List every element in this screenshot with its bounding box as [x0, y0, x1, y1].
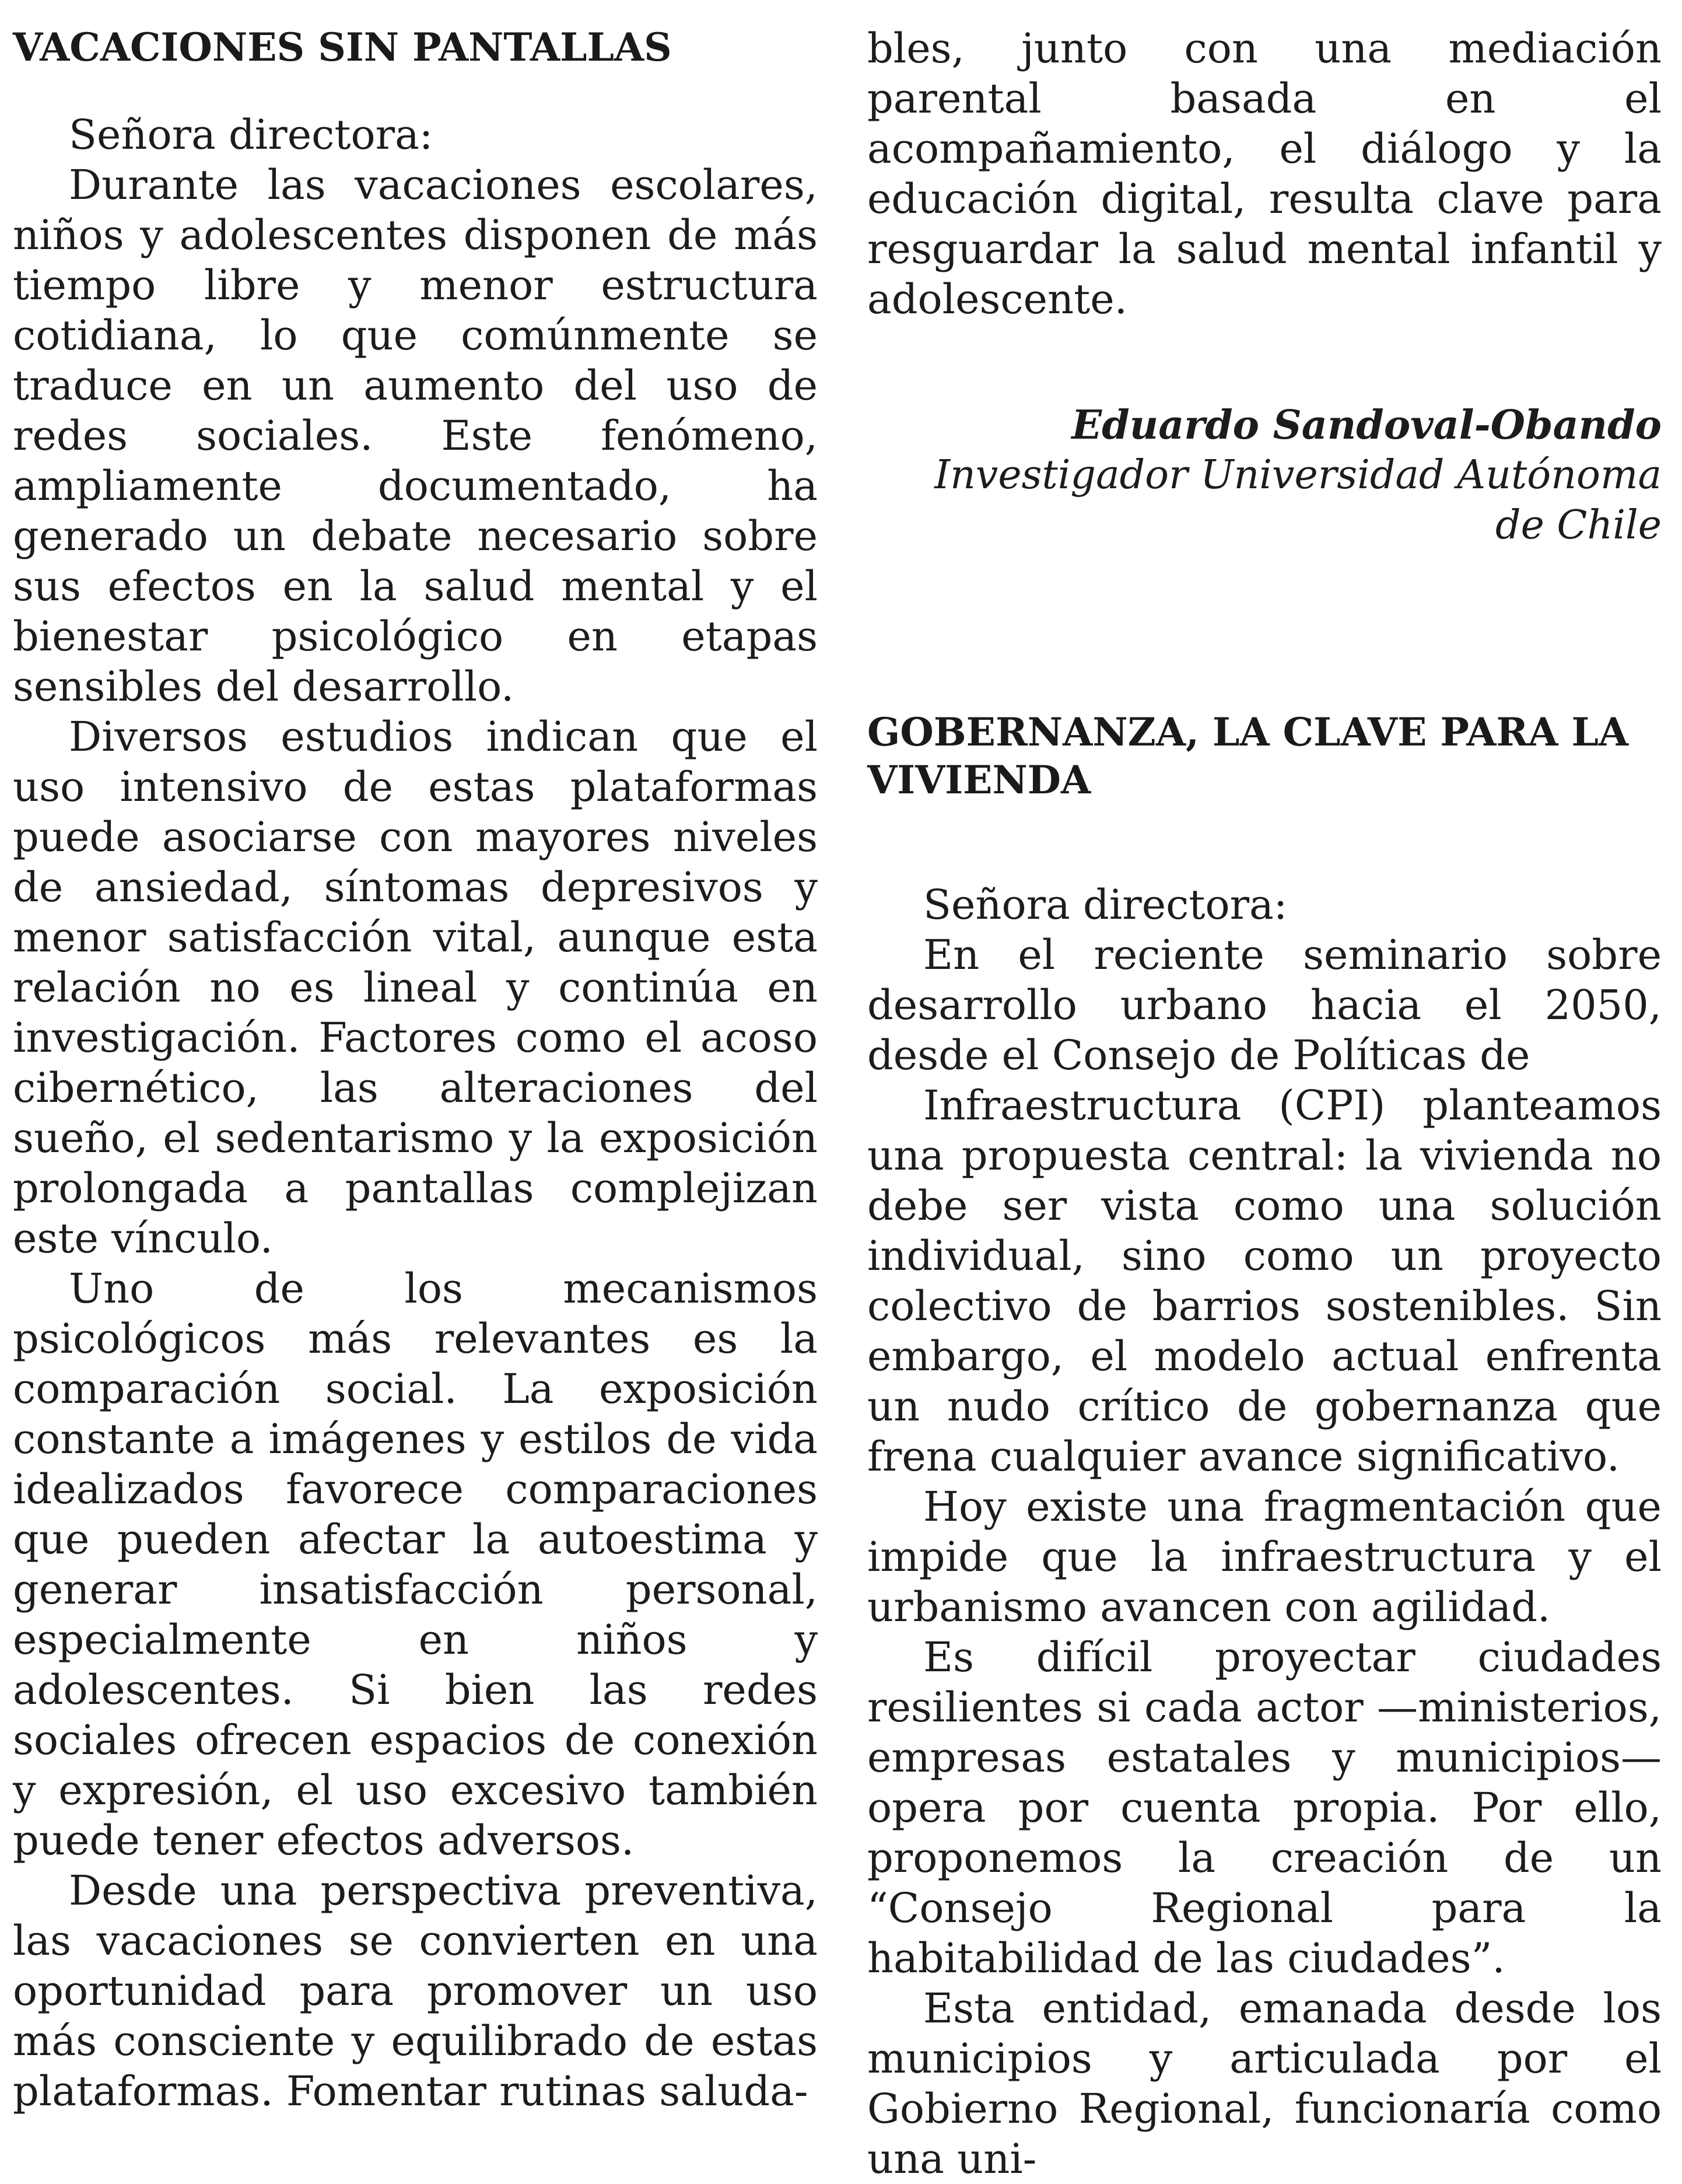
signature-name: Eduardo Sandoval-Obando [1071, 402, 1662, 449]
letter1-paragraph-2: Diversos estudios indican que el uso intensivo de estas plataformas puede asociarse con mayores niveles de ansiedad, síntomas depresivos y menor satisfacción vital, aunque esta relación no es lineal y continúa en investigación. Factores como el acoso cibernético, las alteraciones del sueño, el sedentarismo y la exposición prolongada a pantallas complejizan este vínculo. [13, 713, 818, 1262]
letter1-paragraph-4: Desde una perspectiva preventiva, las vacaciones se convierten en una oportunidad para promover un uso más consciente y equilibrado de estas plataformas. Fomentar rutinas saluda- [13, 1867, 818, 2115]
signature-title-line2: de Chile [1495, 502, 1662, 548]
letter1-salutation: Señora directora: [69, 111, 433, 159]
letter2-headline: GOBERNANZA, LA CLAVE PARA LA VIVIENDA [867, 709, 1629, 803]
letter1-continuation: bles, junto con una mediación parental basada en el acompañamiento, el diálogo y la educación digital, resulta clave para resguardar la salud mental infantil y adolescente. [867, 24, 1662, 323]
letter2-paragraph-5: Esta entidad, emanada desde los municipios y articulada por el Gobierno Regional, funcionaría como una uni- [867, 1985, 1662, 2183]
left-column [13, 23, 818, 2116]
letter2-paragraph-4: Es difícil proyectar ciudades resilientes si cada actor —ministerios, empresas estatales y municipios— opera por cuenta propia. Por ello, proponemos la creación de un “Consejo Regional para la habitabilidad de las ciudades”. [867, 1633, 1662, 1982]
letter1-paragraph-3: Uno de los mecanismos psicológicos más relevantes es la comparación social. La exposición constante a imágenes y estilos de vida idealizados favorece comparaciones que pueden afectar la autoestima y generar insatisfacción personal, especialmente en niños y adolescentes. Si bien las redes sociales ofrecen espacios de conexión y expresión, el uso excesivo también puede tener efectos adversos. [13, 1265, 818, 1864]
letter1-headline: VACACIONES SIN PANTALLAS [13, 24, 672, 70]
signature-title-line1: Investigador Universidad Autónoma [934, 452, 1662, 498]
letter1-body [13, 160, 818, 2116]
right-column [867, 23, 1662, 2184]
letter2-salutation: Señora directora: [923, 881, 1288, 929]
letter2-paragraph-2: Infraestructura (CPI) planteamos una propuesta central: la vivienda no debe ser vista como una solución individual, sino como un proyecto colectivo de barrios sostenibles. Sin embargo, el modelo actual enfrenta un nudo crítico de gobernanza que frena cualquier avance significativo. [867, 1082, 1662, 1480]
letter1-paragraph-1: Durante las vacaciones escolares, niños y adolescentes disponen de más tiempo libre y menor estructura cotidiana, lo que comúnmente se traduce en un aumento del uso de redes sociales. Este fenómeno, ampliamente documentado, ha generado un debate necesario sobre sus efectos en la salud mental y el bienestar psicológico en etapas sensibles del desarrollo. [13, 161, 818, 710]
letter2-body [867, 930, 1662, 2184]
letter2-paragraph-3: Hoy existe una fragmentación que impide que la infraestructura y el urbanismo avancen con agilidad. [867, 1483, 1662, 1631]
letter1-continuation-block [867, 23, 1662, 324]
letter2-paragraph-1: En el reciente seminario sobre desarrollo urbano hacia el 2050, desde el Consejo de Políticas de [867, 931, 1662, 1079]
letter1-signature [867, 400, 1662, 551]
